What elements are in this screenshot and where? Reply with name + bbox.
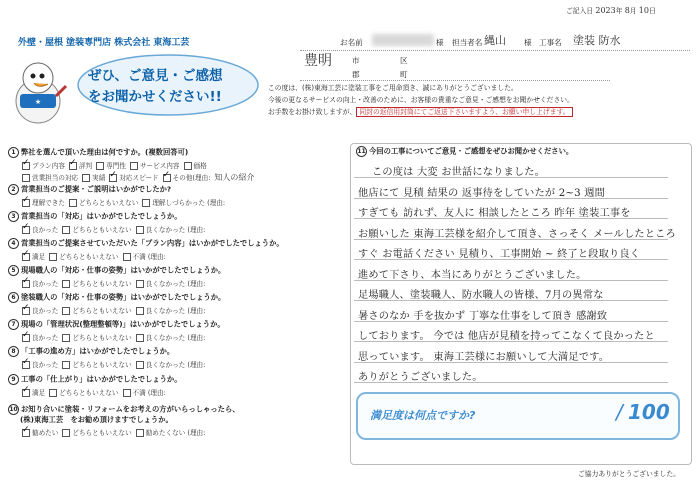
question-title [8, 319, 348, 330]
comment-line: 思っています。 東海工芸様にお願いして大満足です。 [358, 351, 610, 363]
option-label: 満足 [32, 389, 46, 397]
checkbox[interactable] [62, 361, 70, 369]
option-label: どちらともいえない [59, 389, 119, 397]
question-number: 10 [9, 406, 18, 413]
checkbox[interactable] [136, 226, 144, 234]
option-label: 良くなかった (理由: [145, 280, 206, 288]
checkbox[interactable] [136, 280, 144, 288]
option-label: 営業担当の対応 [32, 174, 79, 182]
date-month: 8 [624, 6, 630, 15]
option-label: どちらともいえない [72, 429, 132, 437]
checkbox-checked[interactable] [22, 226, 30, 234]
question-title [8, 404, 348, 415]
checkbox-checked[interactable] [163, 174, 171, 182]
question-number: 8 [8, 346, 19, 357]
name-label: お名前 [340, 38, 363, 47]
work-label: 工事名 [539, 38, 562, 47]
address-city-handwritten: 豊明 [304, 53, 332, 69]
answer-options [18, 251, 348, 261]
question-7 [8, 319, 348, 342]
question-text: お知り合いに塗装・リフォームをお考えの方がいらっしゃったら、 [21, 404, 240, 414]
option-label: 不満 (理由: [132, 389, 166, 397]
option-label: 理解しづらかった (理由: [152, 199, 226, 207]
question-text: 弊社を選んで頂いた理由は何ですか。(複数回答可) [21, 147, 189, 157]
question-1 [8, 147, 348, 183]
option-label: 理解できた [32, 199, 65, 207]
option-label: 良かった [32, 307, 59, 315]
satisfaction-box [356, 392, 680, 440]
date-label: ご記入日 [566, 7, 594, 15]
question-text: 現場の「管理状況(整理整頓等)」はいかがでしたでしょうか。 [21, 319, 225, 329]
checkbox[interactable] [49, 389, 57, 397]
option-label: 良くなかった (理由: [145, 307, 206, 315]
checkbox-checked[interactable] [22, 307, 30, 315]
option-label: 価格 [193, 162, 207, 170]
date-year-suffix: 年 [615, 7, 623, 15]
checkbox-checked[interactable] [22, 334, 30, 342]
question-number: 7 [8, 319, 19, 330]
svg-text:★: ★ [34, 99, 42, 106]
q11-number: 11 [357, 148, 366, 155]
comment-line: ありがとうございました。 [358, 372, 483, 383]
question-8 [8, 346, 348, 369]
checkbox[interactable] [82, 174, 90, 182]
option-label: 満足 [32, 253, 46, 261]
staff-label: 担当者名 [452, 38, 483, 47]
satisfaction-slash: / [616, 400, 623, 424]
checkbox[interactable] [62, 307, 70, 315]
question-5 [8, 265, 348, 288]
header-underline [300, 50, 690, 51]
checkbox-checked[interactable] [22, 199, 30, 207]
question-text: 営業担当のご提案・ご説明はいかがでしたか? [21, 184, 172, 194]
question-title [8, 265, 348, 276]
question-number: 6 [8, 292, 19, 303]
question-title [8, 147, 348, 158]
answer-options [18, 305, 348, 315]
q11-title [356, 146, 573, 157]
question-text: 営業担当の「対応」はいかがでしたでしょうか。 [21, 211, 182, 221]
staff-value: 縄山 [484, 34, 506, 47]
option-label: 勧めたい [32, 429, 59, 437]
checkbox[interactable] [49, 253, 57, 261]
checkbox-checked[interactable] [22, 280, 30, 288]
checkbox[interactable] [142, 199, 150, 207]
company-line: 外壁・屋根 塗装専門店 株式会社 東海工芸 [18, 38, 190, 48]
option-label: 不満 (理由: [132, 253, 166, 261]
intro-line-3 [268, 108, 688, 116]
address-ward-label: 区 [400, 56, 408, 65]
date-year: 2023 [595, 6, 616, 15]
comment-line: この度は 大変 お世話になりました。 [372, 167, 546, 178]
comment-line: 他店にて 見積 結果の 返事待をしていたが 2~3 週間 [358, 187, 606, 199]
option-label: 良かった [32, 226, 59, 234]
option-label: どちらともいえない [72, 307, 132, 315]
answer-options [18, 278, 348, 288]
address-underline [300, 80, 610, 81]
checkbox[interactable] [123, 253, 131, 261]
checkbox[interactable] [136, 361, 144, 369]
question-9 [8, 374, 348, 397]
question-text: 営業担当のご提案させていただいた「プラン内容」はいかがでしたでしょうか。 [21, 238, 284, 248]
question-title [8, 292, 348, 303]
satisfaction-score: 100 [628, 400, 670, 424]
satisfaction-label: 満足度は何点ですか? [370, 409, 476, 422]
date-day: 10 [638, 6, 649, 15]
date-month-suffix: 月 [629, 7, 637, 15]
name-redacted [372, 34, 434, 46]
footer-thanks: ご協力ありがとうございました。 [578, 470, 680, 478]
answer-options [18, 224, 348, 234]
question-6 [8, 292, 348, 315]
checkbox[interactable] [130, 162, 138, 170]
answer-options [18, 359, 348, 369]
address-city-label: 市 [352, 56, 360, 65]
date-day-suffix: 日 [648, 7, 656, 15]
option-label: どちらともいえない [78, 199, 139, 207]
answer-options [18, 387, 348, 397]
answer-options [18, 160, 348, 170]
question-title [8, 238, 348, 249]
comment-line: すぎても 訪れず、友人に 相談したところ 昨年 塗装工事を [358, 208, 631, 219]
checkbox-checked[interactable] [22, 389, 30, 397]
address-town-label: 町 [400, 70, 408, 79]
comment-line: お願いした 東海工芸様を紹介して頂き、さっそく メールしたところ [358, 228, 676, 240]
option-label: どちらともいえない [72, 226, 132, 234]
checkbox[interactable] [136, 334, 144, 342]
mascot-illustration [8, 56, 68, 126]
intro-line-3a: お手数をお掛け致しますが、 [268, 108, 357, 117]
bubble-line-2: をお聞かせください!! [88, 89, 222, 105]
option-label: 良かった [32, 280, 59, 288]
intro-line-2: 今後の更なるサービスの向上・改善のために、お客様の貴重なご意見・ご感想をお聞かせください。 [268, 96, 574, 105]
option-label: 良くなかった (理由: [145, 361, 206, 369]
checkbox[interactable] [22, 174, 30, 182]
comment-line: 進めて下さり、本当にありがとうございました。 [358, 269, 587, 281]
intro-line-1: この度は、(株)東海工芸に塗装工事をご用命頂き、誠にありがとうございました。 [268, 84, 518, 92]
date-line [566, 6, 656, 16]
comment-line: 暑さのなか 手を抜かず 丁寧な仕事をして頂き 感謝致 [358, 310, 608, 322]
answer-options [18, 427, 348, 437]
checkbox-checked[interactable] [22, 361, 30, 369]
option-label: どちらともいえない [72, 361, 132, 369]
work-value: 塗装 防水 [573, 34, 621, 47]
option-label: 評判 [78, 162, 93, 170]
name-suffix: 様 [436, 38, 444, 47]
question-text-2: (株)東海工芸 をお勧め頂けますでしょうか。 [20, 415, 173, 424]
option-label: プラン内容 [32, 162, 65, 170]
option-label: どちらともいえない [72, 280, 132, 288]
checkbox[interactable] [136, 307, 144, 315]
answer-options [18, 197, 348, 207]
question-title [8, 374, 348, 385]
checkbox[interactable] [123, 389, 131, 397]
checkbox[interactable] [62, 429, 70, 437]
checkbox-checked[interactable] [22, 162, 30, 170]
question-number: 9 [8, 374, 19, 385]
checkbox[interactable] [62, 334, 70, 342]
checkbox[interactable] [69, 199, 77, 207]
option-label: 良くなかった (理由: [145, 226, 206, 234]
intro-text [268, 84, 688, 116]
question-number: 4 [8, 238, 19, 249]
staff-suffix: 様 [524, 38, 532, 47]
answer-options [18, 172, 348, 183]
option-label: 専門性 [106, 162, 126, 170]
question-number: 2 [8, 184, 19, 195]
question-text: 工事の「仕上がり」はいかがでしたでしょうか。 [21, 374, 182, 384]
checkbox-checked[interactable] [22, 429, 30, 437]
question-3 [8, 211, 348, 234]
question-number: 3 [8, 211, 19, 222]
checkbox-checked[interactable] [22, 253, 30, 261]
question-title [8, 211, 348, 222]
q11-text: 今回の工事についてご意見・ご感想をぜひお聞かせください。 [369, 146, 574, 156]
comment-line: 足場職人、塗装職人、防水職人の皆様、7月の異常な [358, 290, 604, 301]
checkbox[interactable] [136, 429, 144, 437]
checkbox[interactable] [96, 162, 104, 170]
question-4 [8, 238, 348, 261]
question-title [8, 184, 348, 195]
intro-return-note: 同封の返信用封筒にてご返送下さいますよう、お願い申し上げます。 [356, 107, 572, 117]
other-reason-handwritten: 知人の紹介 [214, 173, 255, 182]
option-label: どちらともいえない [72, 334, 132, 342]
question-text: 塗装職人の「対応・仕事の姿勢」はいかがでしたでしょうか。 [21, 292, 226, 302]
answer-options [18, 332, 348, 342]
option-label: サービス内容 [139, 162, 180, 170]
checkbox[interactable] [62, 280, 70, 288]
option-label: 対応スピード [119, 174, 159, 182]
question-title [8, 346, 348, 357]
checkbox-checked[interactable] [69, 162, 77, 170]
checkbox-checked[interactable] [109, 174, 117, 182]
question-number: 5 [8, 265, 19, 276]
speech-bubble [70, 52, 260, 118]
question-number: 1 [8, 147, 19, 158]
option-label: その他(理由: [172, 174, 211, 182]
option-label: 勧めたくない (理由: [145, 429, 206, 437]
question-text: 「工事の進め方」はいかがでしたでしょうか。 [21, 346, 175, 356]
option-label: 良くなかった (理由: [145, 334, 206, 342]
comment-line: しております。 今では 他店が見積を持ってこなくて良かったと [358, 331, 655, 342]
checkbox[interactable] [62, 226, 70, 234]
checkbox[interactable] [184, 162, 192, 170]
option-label: 良かった [32, 334, 59, 342]
address-county-label: 郡 [352, 70, 360, 79]
question-2 [8, 184, 348, 207]
bubble-line-1: ぜひ、ご意見・ご感想 [88, 68, 223, 84]
option-label: 良かった [32, 361, 59, 369]
question-text: 現場職人の「対応・仕事の姿勢」はいかがでしたでしょうか。 [21, 265, 226, 275]
comment-line: すぐ お電話ください 見積り、工事開始 ~ 終了と段取り良く [358, 249, 641, 260]
question-10 [8, 404, 348, 437]
option-label: どちらともいえない [59, 253, 119, 261]
option-label: 実績 [92, 174, 106, 182]
